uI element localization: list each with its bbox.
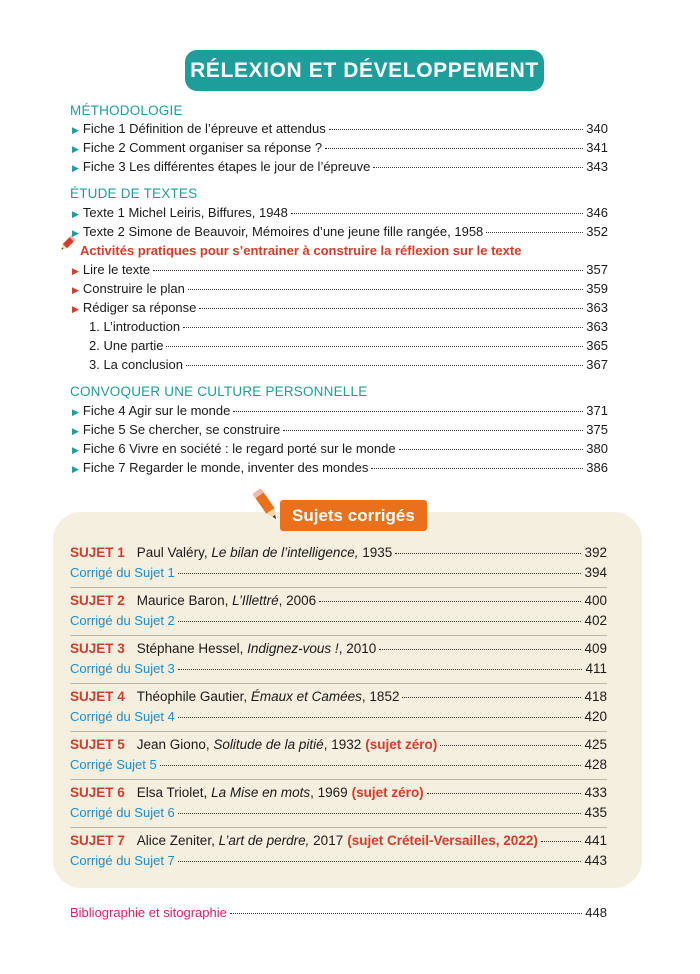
toc-row[interactable]	[89, 319, 608, 338]
arrow-icon: ▶	[72, 285, 79, 295]
dot-leader	[371, 468, 583, 469]
sujet-work: Le bilan de l’intelligence,	[211, 545, 359, 560]
sujet-tag: (sujet zéro)	[365, 737, 438, 752]
toc-label: Rédiger sa réponse	[82, 300, 197, 315]
dot-leader	[178, 813, 582, 814]
page-number: 392	[584, 545, 607, 560]
sujet-tag: (sujet zéro)	[351, 785, 424, 800]
corrige-label: Corrigé du Sujet 2	[70, 613, 175, 628]
corrige-row[interactable]	[70, 661, 607, 681]
page-number: 367	[586, 357, 608, 372]
arrow-icon: ▶	[72, 464, 79, 474]
toc-label: 2. Une partie	[89, 338, 164, 353]
sujet-year: , 1969	[310, 785, 348, 800]
toc-label: Texte 2 Simone de Beauvoir, Mémoires d’une jeune fille rangée, 1958	[82, 224, 484, 239]
corrige-row[interactable]	[70, 853, 607, 873]
toc-label: 3. La conclusion	[89, 357, 183, 372]
toc-label: Fiche 7 Regarder le monde, inventer des mondes	[82, 460, 369, 475]
toc-label: 1. L’introduction	[89, 319, 181, 334]
dot-leader	[188, 289, 583, 290]
page-number: 435	[584, 805, 607, 820]
dot-leader	[402, 697, 581, 698]
corrige-row[interactable]	[70, 757, 607, 777]
page-number: 443	[584, 853, 607, 868]
divider	[70, 635, 607, 636]
page-number: 428	[584, 757, 607, 772]
dot-leader	[325, 148, 583, 149]
toc-label: Fiche 6 Vivre en société : le regard porté sur le monde	[82, 441, 396, 456]
toc-row[interactable]	[72, 262, 608, 281]
toc-label: Fiche 1 Définition de l’épreuve et attendus	[82, 121, 326, 136]
sujet-author: Théophile Gautier,	[136, 689, 248, 704]
sujet-row[interactable]	[70, 689, 607, 709]
page-number: 352	[586, 224, 608, 239]
sujet-work: Émaux et Camées	[250, 689, 362, 704]
sujet-year: , 2010	[338, 641, 377, 656]
page-number: 359	[586, 281, 608, 296]
bibliography-row[interactable]	[70, 905, 607, 920]
toc-row[interactable]	[89, 357, 608, 376]
sujet-row[interactable]	[70, 737, 607, 757]
sujet-work: L’Illettré	[232, 593, 279, 608]
sujet-tag: (sujet Créteil-Versailles, 2022)	[347, 833, 538, 848]
page-number: 441	[584, 833, 607, 848]
sujet-author: Paul Valéry,	[136, 545, 208, 560]
arrow-icon: ▶	[72, 407, 79, 417]
dot-leader	[486, 232, 583, 233]
dot-leader	[178, 621, 582, 622]
page-title: RÉLEXION ET DÉVELOPPEMENT	[185, 50, 544, 91]
arrow-icon: ▶	[72, 209, 79, 219]
dot-leader	[166, 346, 583, 347]
pencil-icon	[250, 486, 284, 526]
bibliography-label: Bibliographie et sitographie	[70, 905, 227, 920]
divider	[70, 683, 607, 684]
dot-leader	[230, 913, 582, 914]
arrow-icon: ▶	[72, 266, 79, 276]
divider	[70, 587, 607, 588]
toc-row[interactable]	[89, 338, 608, 357]
sujet-label: SUJET 6	[70, 785, 125, 800]
toc-label: Construire le plan	[82, 281, 185, 296]
toc-label: Fiche 4 Agir sur le monde	[82, 403, 231, 418]
dot-leader	[160, 765, 582, 766]
dot-leader	[291, 213, 583, 214]
toc-label: Texte 1 Michel Leiris, Biffures, 1948	[82, 205, 288, 220]
dot-leader	[199, 308, 583, 309]
sujet-row[interactable]	[70, 545, 607, 565]
page-number: 343	[586, 159, 608, 174]
dot-leader	[541, 841, 582, 842]
page-number: 375	[586, 422, 608, 437]
toc-label: Lire le texte	[82, 262, 151, 277]
section-heading-methodologie: MÉTHODOLOGIE	[70, 103, 183, 118]
page-number: 400	[584, 593, 607, 608]
corrige-label: Corrigé du Sujet 6	[70, 805, 175, 820]
sujet-year: , 2006	[278, 593, 317, 608]
dot-leader	[379, 649, 581, 650]
dot-leader	[233, 411, 583, 412]
sujet-year: 1935	[362, 545, 393, 560]
sujets-corriges-tag: Sujets corrigés	[280, 500, 427, 531]
page-number: 363	[586, 319, 608, 334]
toc-row[interactable]	[72, 300, 608, 319]
sujet-work: La Mise en mots	[211, 785, 311, 800]
page-number: 448	[585, 905, 607, 920]
arrow-icon: ▶	[72, 163, 79, 173]
sujet-label: SUJET 5	[70, 737, 125, 752]
sujet-author: Jean Giono,	[136, 737, 210, 752]
arrow-icon: ▶	[72, 426, 79, 436]
sujet-author: Alice Zeniter,	[136, 833, 215, 848]
dot-leader	[178, 573, 582, 574]
page-number: 420	[584, 709, 607, 724]
toc-row[interactable]	[72, 224, 608, 243]
sujet-label: SUJET 2	[70, 593, 125, 608]
pencil-icon	[57, 234, 77, 254]
page-number: 365	[586, 338, 608, 353]
sujet-work: Indignez-vous !	[247, 641, 339, 656]
toc-label: Fiche 3 Les différentes étapes le jour de l’épreuve	[82, 159, 371, 174]
page-number: 340	[586, 121, 608, 136]
page-number: 380	[586, 441, 608, 456]
toc-row[interactable]	[72, 281, 608, 300]
sujet-row[interactable]	[70, 785, 607, 805]
corrige-label: Corrigé Sujet 5	[70, 757, 157, 772]
sujet-year: 2017	[313, 833, 344, 848]
toc-label: Fiche 2 Comment organiser sa réponse ?	[82, 140, 323, 155]
page-number: 425	[584, 737, 607, 752]
arrow-icon: ▶	[72, 144, 79, 154]
toc-row[interactable]	[72, 441, 608, 460]
toc-row[interactable]	[72, 422, 608, 441]
sujet-label: SUJET 1	[70, 545, 125, 560]
sujet-label: SUJET 3	[70, 641, 125, 656]
corrige-label: Corrigé du Sujet 1	[70, 565, 175, 580]
dot-leader	[178, 861, 582, 862]
activities-heading: Activités pratiques pour s’entrainer à construire la réflexion sur le texte	[80, 243, 522, 258]
dot-leader	[186, 365, 583, 366]
page-number: 402	[584, 613, 607, 628]
dot-leader	[329, 129, 584, 130]
sujet-author: Maurice Baron,	[136, 593, 229, 608]
arrow-icon: ▶	[72, 228, 79, 238]
sujet-work: Solitude de la pitié	[213, 737, 324, 752]
toc-row[interactable]	[72, 403, 608, 422]
page-number: 346	[586, 205, 608, 220]
corrige-label: Corrigé du Sujet 4	[70, 709, 175, 724]
section-heading-culture: CONVOQUER UNE CULTURE PERSONNELLE	[70, 384, 368, 399]
page-number: 433	[584, 785, 607, 800]
section-heading-etude: ÉTUDE DE TEXTES	[70, 186, 198, 201]
dot-leader	[183, 327, 583, 328]
arrow-icon: ▶	[72, 445, 79, 455]
dot-leader	[178, 669, 583, 670]
divider	[70, 779, 607, 780]
sujet-year: , 1932	[323, 737, 362, 752]
sujet-author: Stéphane Hessel,	[136, 641, 244, 656]
dot-leader	[399, 449, 584, 450]
dot-leader	[283, 430, 583, 431]
divider	[70, 827, 607, 828]
page-number: 386	[586, 460, 608, 475]
corrige-label: Corrigé du Sujet 3	[70, 661, 175, 676]
page-number: 411	[585, 661, 607, 676]
dot-leader	[153, 270, 583, 271]
dot-leader	[395, 553, 581, 554]
toc-row[interactable]	[72, 460, 608, 479]
page-number: 341	[586, 140, 608, 155]
corrige-row[interactable]	[70, 805, 607, 825]
toc-row[interactable]	[72, 140, 608, 159]
page-number: 357	[586, 262, 608, 277]
dot-leader	[319, 601, 581, 602]
toc-row[interactable]	[72, 121, 608, 140]
page-number: 409	[584, 641, 607, 656]
corrige-label: Corrigé du Sujet 7	[70, 853, 175, 868]
page-number: 418	[584, 689, 607, 704]
sujet-label: SUJET 7	[70, 833, 125, 848]
toc-row[interactable]	[72, 205, 608, 224]
sujet-work: L’art de perdre,	[218, 833, 310, 848]
corrige-row[interactable]	[70, 565, 607, 585]
sujet-author: Elsa Triolet,	[136, 785, 208, 800]
sujet-year: , 1852	[361, 689, 400, 704]
page-number: 371	[586, 403, 608, 418]
arrow-icon: ▶	[72, 304, 79, 314]
sujet-row[interactable]	[70, 593, 607, 613]
dot-leader	[427, 793, 582, 794]
dot-leader	[178, 717, 582, 718]
toc-label: Fiche 5 Se chercher, se construire	[82, 422, 281, 437]
divider	[70, 731, 607, 732]
corrige-row[interactable]	[70, 709, 607, 729]
sujet-row[interactable]	[70, 833, 607, 853]
arrow-icon: ▶	[72, 125, 79, 135]
toc-row[interactable]	[72, 159, 608, 178]
page-number: 363	[586, 300, 608, 315]
sujet-row[interactable]	[70, 641, 607, 661]
sujet-label: SUJET 4	[70, 689, 125, 704]
page-number: 394	[584, 565, 607, 580]
dot-leader	[440, 745, 581, 746]
dot-leader	[373, 167, 583, 168]
corrige-row[interactable]	[70, 613, 607, 633]
